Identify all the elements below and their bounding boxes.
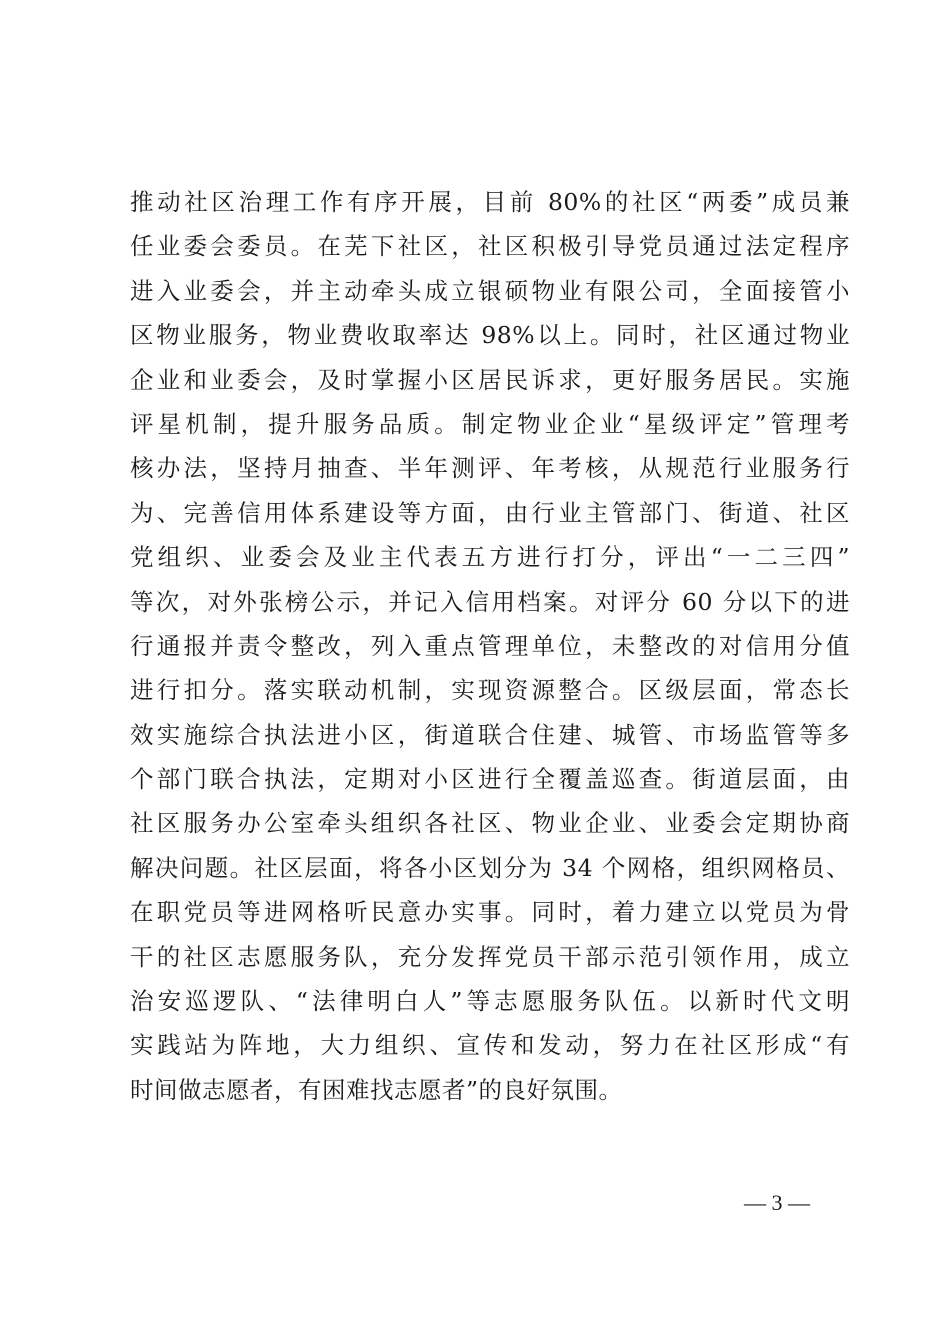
text-line: 干的社区志愿服务队，充分发挥党员干部示范引领作用，成立 — [130, 942, 850, 971]
text-line: 区物业服务，物业费收取率达 98%以上。同时，社区通过物业 — [130, 321, 850, 350]
body-paragraph — [130, 180, 850, 1112]
text-line: 推动社区治理工作有序开展，目前 80%的社区“两委”成员兼 — [130, 188, 850, 216]
text-line: 行通报并责令整改，列入重点管理单位，未整改的对信用分值 — [130, 631, 850, 660]
text-line: 解决问题。社区层面，将各小区划分为 34 个网格，组织网格员、 — [130, 853, 850, 882]
text-line: 进入业委会，并主动牵头成立银硕物业有限公司，全面接管小 — [130, 276, 850, 305]
text-line: 企业和业委会，及时掌握小区居民诉求，更好服务居民。实施 — [130, 365, 850, 394]
text-line: 实践站为阵地，大力组织、宣传和发动，努力在社区形成“有 — [130, 1031, 850, 1060]
text-line: 任业委会委员。在芜下社区，社区积极引导党员通过法定程序 — [130, 232, 850, 261]
text-line: 评星机制，提升服务品质。制定物业企业“星级评定”管理考 — [130, 409, 850, 438]
text-line: 社区服务办公室牵头组织各社区、物业企业、业委会定期协商 — [130, 809, 850, 838]
text-line: 等次，对外张榜公示，并记入信用档案。对评分 60 分以下的进 — [130, 587, 850, 616]
text-line: 效实施综合执法进小区，街道联合住建、城管、市场监管等多 — [130, 720, 850, 749]
text-line: 进行扣分。落实联动机制，实现资源整合。区级层面，常态长 — [130, 676, 850, 705]
text-line: 时间做志愿者，有困难找志愿者”的良好氛围。 — [130, 1075, 623, 1104]
text-line: 为、完善信用体系建设等方面，由行业主管部门、街道、社区 — [130, 498, 850, 527]
text-line: 党组织、业委会及业主代表五方进行打分，评出“一二三四” — [130, 543, 850, 572]
text-line: 核办法，坚持月抽查、半年测评、年考核，从规范行业服务行 — [130, 454, 850, 483]
text-line: 个部门联合执法，定期对小区进行全覆盖巡查。街道层面，由 — [130, 765, 850, 794]
page-number: — 3 — — [744, 1190, 810, 1215]
text-line: 治安巡逻队、“法律明白人”等志愿服务队伍。以新时代文明 — [130, 987, 850, 1016]
text-line: 在职党员等进网格听民意办实事。同时，着力建立以党员为骨 — [130, 898, 850, 927]
